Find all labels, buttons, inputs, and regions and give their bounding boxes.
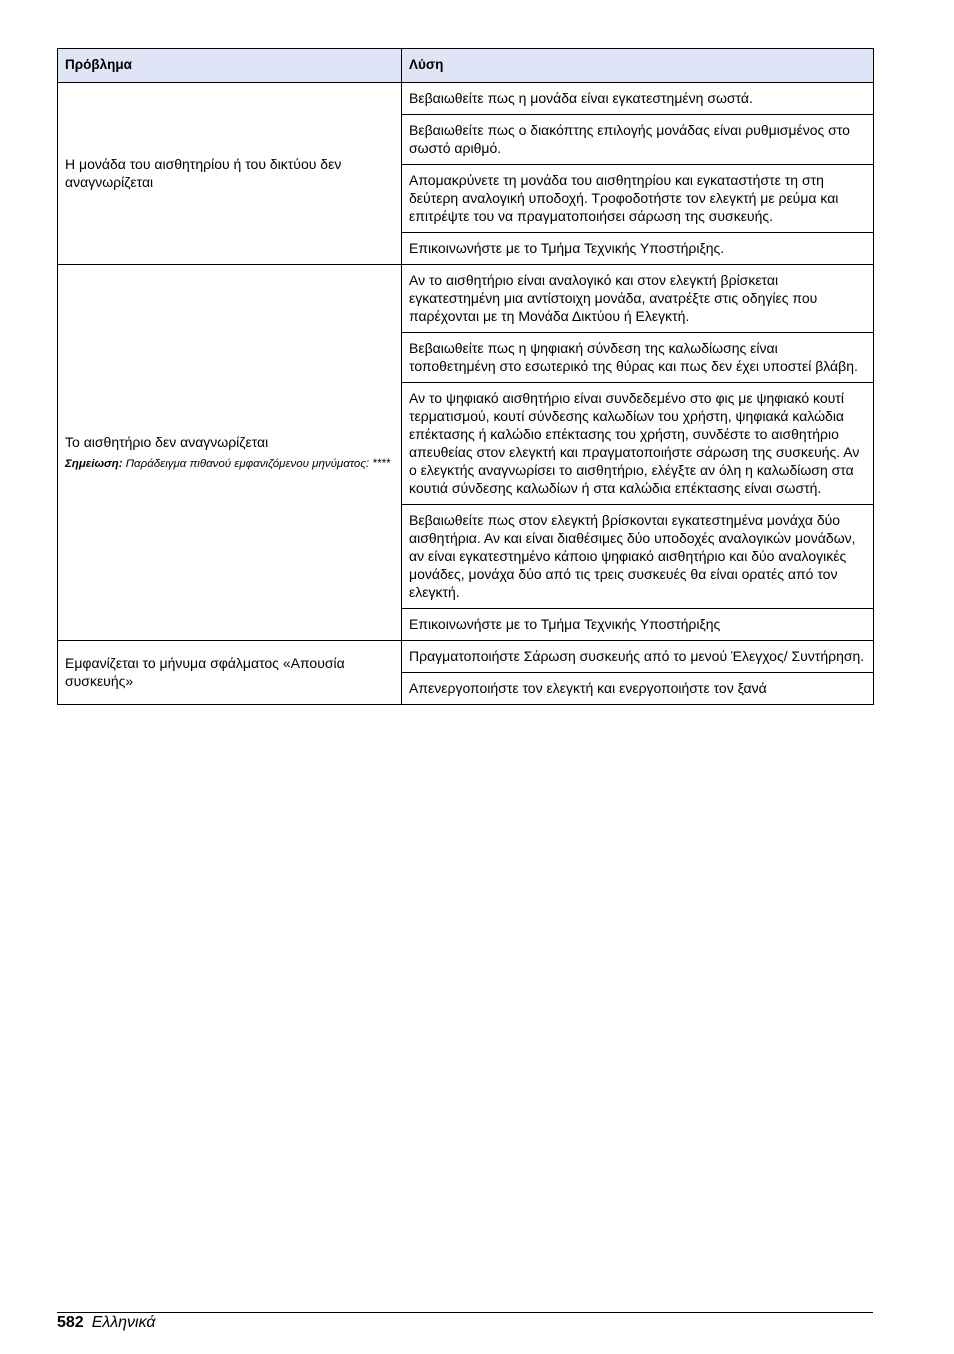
problem-cell: Η μονάδα του αισθητηρίου ή του δικτύου δεν αναγνωρίζεται [58,83,402,265]
footer-divider [57,1312,873,1313]
solution-cell: Επικοινωνήστε με το Τμήμα Τεχνικής Υποστήριξης [402,609,874,641]
footer-language: Ελληνικά [91,1314,156,1331]
problem-note [65,456,394,472]
table-row [58,83,874,115]
problem-cell: Εμφανίζεται το μήνυμα σφάλματος «Απουσία συσκευής» [58,641,402,705]
solution-cell: Επικοινωνήστε με το Τμήμα Τεχνικής Υποστήριξης. [402,233,874,265]
solution-cell: Βεβαιωθείτε πως ο διακόπτης επιλογής μονάδας είναι ρυθμισμένος στο σωστό αριθμό. [402,115,874,165]
header-problem: Πρόβλημα [58,49,402,83]
page-footer [57,1312,156,1333]
table-row [58,641,874,673]
table-header-row [58,49,874,83]
note-text: Παράδειγμα πιθανού εμφανιζόμενου μηνύματος: **** [122,457,391,470]
problem-text: Το αισθητήριο δεν αναγνωρίζεται [65,433,269,450]
table-row [58,265,874,333]
solution-cell: Βεβαιωθείτε πως η ψηφιακή σύνδεση της καλωδίωσης είναι τοποθετημένη στο εσωτερικό της θύρας και πως δεν έχει υποστεί βλάβη. [402,333,874,383]
troubleshooting-table [57,48,874,705]
header-solution: Λύση [402,49,874,83]
note-label: Σημείωση: [65,457,123,470]
solution-cell: Απομακρύνετε τη μονάδα του αισθητηρίου και εγκαταστήστε τη στη δεύτερη αναλογική υποδοχή. Τροφοδοτήστε τον ελεγκτή με ρεύμα και επιτρέψτε του να πραγματοποιήσει σάρωση της συσκευής. [402,165,874,233]
page-number: 582 [57,1314,84,1331]
solution-cell: Πραγματοποιήστε Σάρωση συσκευής από το μενού Έλεγχος/ Συντήρηση. [402,641,874,673]
solution-cell: Βεβαιωθείτε πως στον ελεγκτή βρίσκονται εγκατεστημένα μονάχα δύο αισθητήρια. Αν και είναι διαθέσιμες δύο υποδοχές αναλογικών μονάδων, αν είναι εγκατεστημένο κάποιο ψηφιακό αισθητήριο και δύο αναλογικές μονάδες, μονάχα δύο από τις τρεις συσκευές θα είναι ορατές από τον ελεγκτή. [402,505,874,609]
solution-cell: Βεβαιωθείτε πως η μονάδα είναι εγκατεστημένη σωστά. [402,83,874,115]
solution-cell: Απενεργοποιήστε τον ελεγκτή και ενεργοποιήστε τον ξανά [402,673,874,705]
problem-cell [58,265,402,641]
solution-cell: Αν το αισθητήριο είναι αναλογικό και στον ελεγκτή βρίσκεται εγκατεστημένη μια αντίστοιχη μονάδα, ανατρέξτε στις οδηγίες που παρέχονται με τη Μονάδα Δικτύου ή Ελεγκτή. [402,265,874,333]
troubleshooting-table-container [57,48,873,705]
solution-cell: Αν το ψηφιακό αισθητήριο είναι συνδεδεμένο στο φις με ψηφιακό κουτί τερματισμού, κουτί σύνδεσης καλωδίων του χρήστη, ψηφιακά καλώδια επέκτασης ή καλώδιο επέκτασης του χρήστη, συνδέστε το αισθητήριο απευθείας στον ελεγκτή και πραγματοποιήστε σάρωση της συσκευής. Αν ο ελεγκτής αναγνωρίσει το αισθητήριο, ελέγξτε αν όλη η καλωδίωση στα κουτιά σύνδεσης καλωδίων ή στα καλώδια επέκτασης είναι σωστή. [402,383,874,505]
